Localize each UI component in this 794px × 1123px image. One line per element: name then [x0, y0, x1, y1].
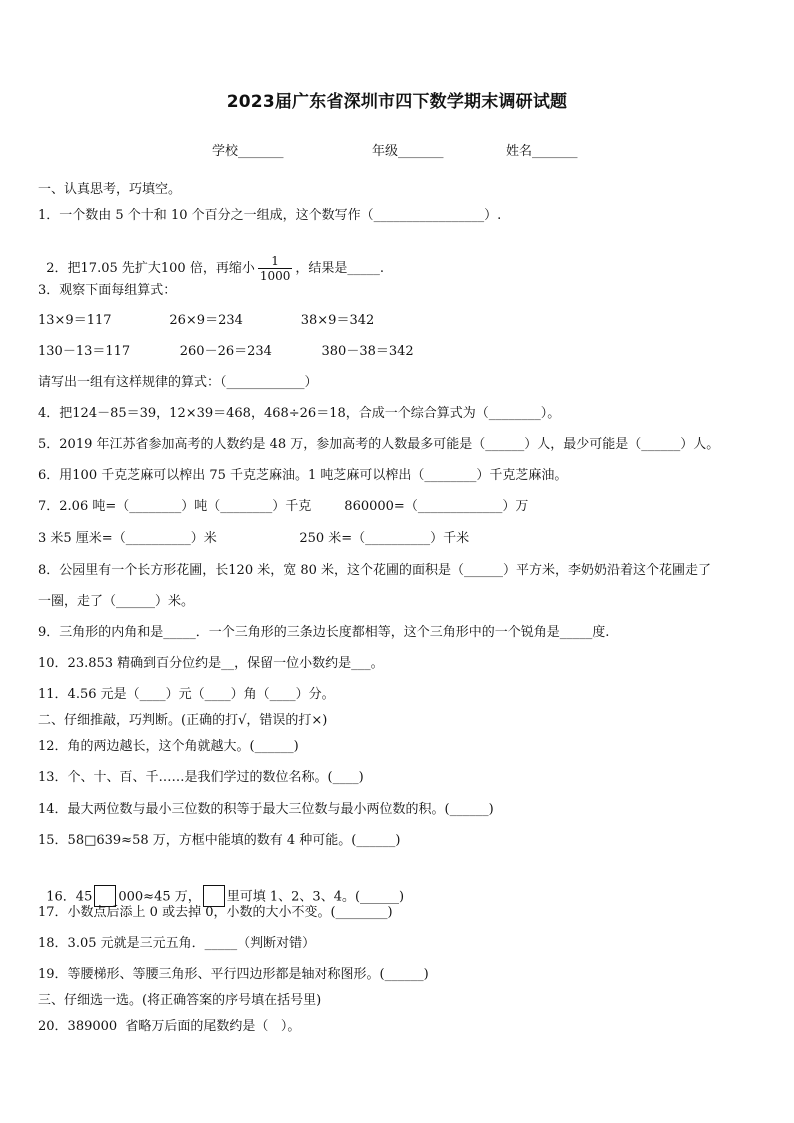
question-7-row-2: 3 米5 厘米=（__________）米 250 米=（__________）千米	[38, 531, 470, 546]
question-10: 10．23.853 精确到百分位约是__，保留一位小数约是___。	[38, 656, 384, 671]
question-3-row-2: 130－13＝117 260－26＝234 380－38＝342	[38, 344, 414, 359]
question-14: 14．最大两位数与最小三位数的积等于最大三位数与最小两位数的积。(______)	[38, 802, 494, 817]
question-4: 4．把124－85＝39，12×39＝468，468÷26＝18，合成一个综合算式为（________）。	[38, 406, 561, 421]
question-20: 20．389000 省略万后面的尾数约是（ ）。	[38, 1019, 301, 1034]
question-19: 19．等腰梯形、等腰三角形、平行四边形都是轴对称图形。(______)	[38, 967, 429, 982]
question-8-row-1: 8．公园里有一个长方形花圃，长120 米，宽 80 米，这个花圃的面积是（______）平方米，李奶奶沿着这个花圃走了	[38, 563, 712, 578]
question-6: 6．用100 千克芝麻可以榨出 75 千克芝麻油。1 吨芝麻可以榨出（________）千克芝麻油。	[38, 468, 568, 483]
fraction-numerator: 1	[258, 254, 293, 269]
section-heading-choice: 三、仔细选一选。(将正确答案的序号填在括号里)	[38, 993, 322, 1008]
question-7-row-1: 7．2.06 吨=（________）吨（________）千克 860000=（_____________）万	[38, 499, 529, 514]
question-2-text-before: 2．把17.05 先扩大100 倍，再缩小	[46, 261, 255, 276]
question-3-ask: 请写出一组有这样规律的算式：（____________）	[38, 375, 318, 390]
question-11: 11．4.56 元是（____）元（____）角（____）分。	[38, 687, 335, 702]
question-13: 13．个、十、百、千……是我们学过的数位名称。(____)	[38, 770, 364, 785]
question-16-part-3: 里可填 1、2、3、4。(______)	[226, 889, 405, 905]
name-field: 姓名_______	[506, 144, 578, 159]
section-heading-judge: 二、仔细推敲，巧判断。(正确的打√，错误的打×)	[38, 713, 328, 728]
fraction	[258, 254, 293, 283]
question-3-row-1: 13×9＝117 26×9＝234 38×9＝342	[38, 313, 375, 328]
question-17: 17．小数点后添上 0 或去掉 0，小数的大小不变。(________)	[38, 905, 393, 920]
question-1: 1．一个数由 5 个十和 10 个百分之一组成，这个数写作（_________________）.	[38, 208, 502, 223]
question-12: 12．角的两边越长，这个角就越大。(______)	[38, 739, 299, 754]
question-2	[38, 236, 384, 283]
question-15: 15．58□639≈58 万，方框中能填的数有 4 种可能。(______)	[38, 833, 401, 848]
question-5: 5．2019 年江苏省参加高考的人数约是 48 万，参加高考的人数最多可能是（______）人，最少可能是（______）人。	[38, 437, 720, 452]
question-9: 9．三角形的内角和是_____．一个三角形的三条边长度都相等，这个三角形中的一个锐角是_____度.	[38, 625, 610, 640]
page-title: 2023届广东省深圳市四下数学期末调研试题	[226, 92, 568, 112]
school-field: 学校_______	[212, 144, 284, 159]
section-heading-fill: 一、认真思考，巧填空。	[38, 182, 182, 197]
question-16	[38, 868, 404, 908]
question-3-intro: 3．观察下面每组算式：	[38, 283, 177, 298]
question-8-row-2: 一圈，走了（______）米。	[38, 594, 195, 609]
question-16-part-2: 000≈45 万，	[118, 889, 201, 905]
fraction-denominator: 1000	[259, 269, 291, 283]
question-2-text-after: ，结果是_____.	[295, 261, 385, 276]
grade-field: 年级_______	[372, 144, 444, 159]
question-16-part-1: 16．45	[46, 889, 93, 905]
question-18: 18．3.05 元就是三元五角．_____（判断对错）	[38, 936, 316, 951]
